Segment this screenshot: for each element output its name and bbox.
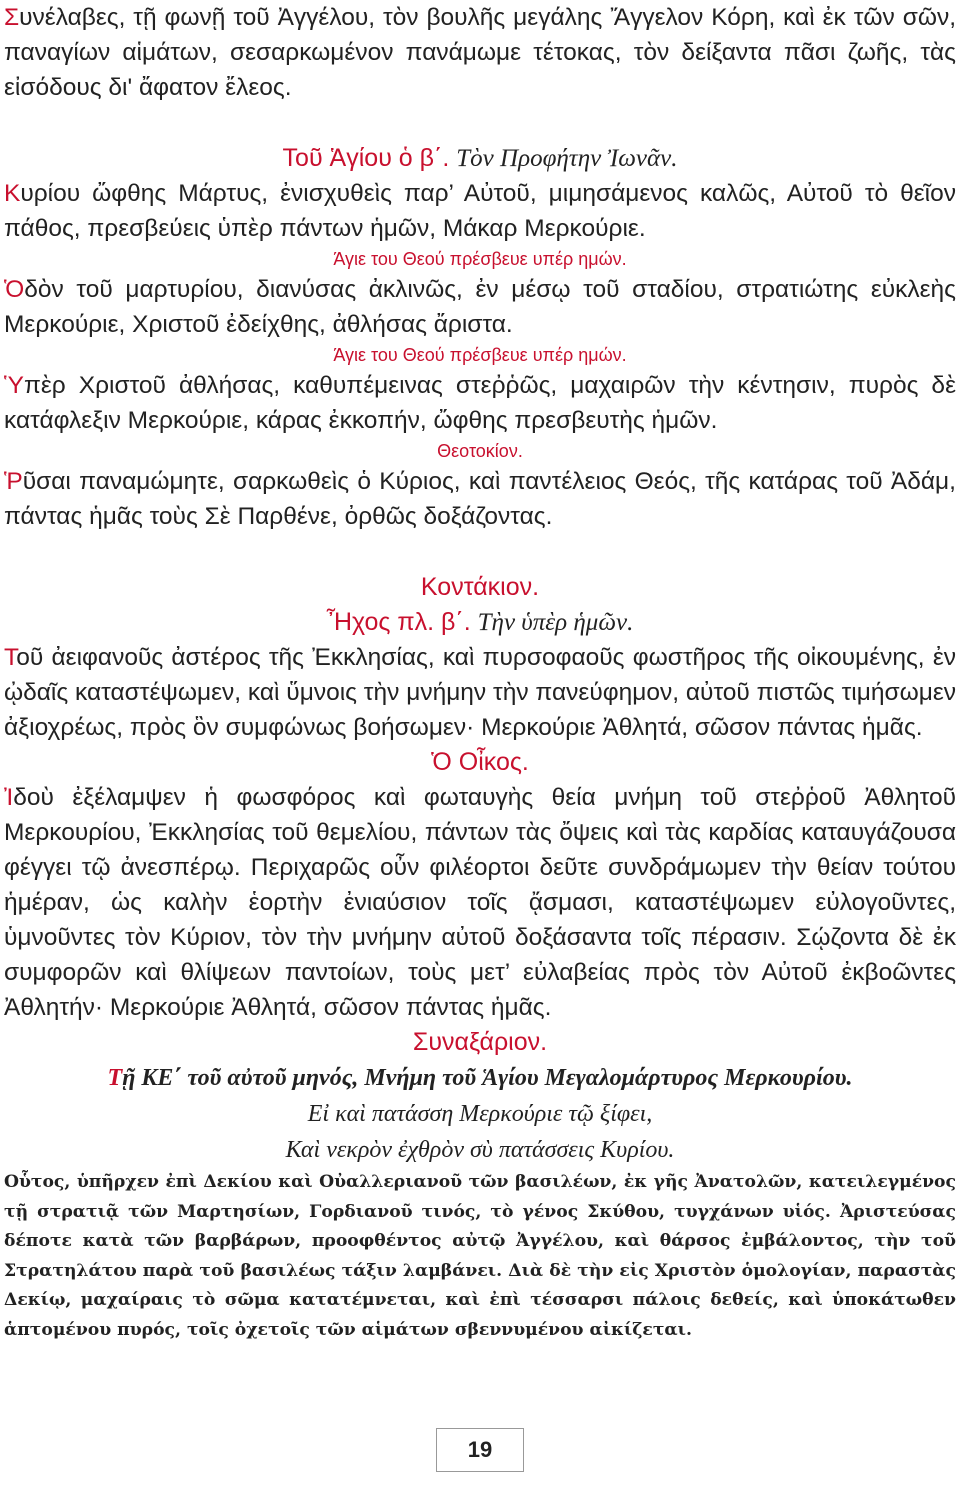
refrain: Άγιε του Θεού πρέσβευε υπέρ ημών. (333, 345, 627, 365)
verse-line-2: Καὶ νεκρὸν ἐχθρὸν σὺ πατάσσεις Κυρίου. (285, 1137, 675, 1163)
tone-label: Ἦχος πλ. β΄. (326, 608, 471, 636)
troparion-2 (4, 272, 956, 342)
kontakion-title: Κοντάκιον. (420, 573, 540, 601)
refrain: Άγιε του Θεού πρέσβευε υπέρ ημών. (333, 249, 627, 269)
drop-letter: Σ (4, 4, 20, 31)
paragraph-text: υρίου ὤφθης Μάρτυς, ἐνισχυθεὶς παρ’ Αὐτοῦ, μιμησάμενος καλῶς, Αὐτοῦ τὸ θεῖον πάθος, πρεσβεύεις ὑπὲρ πάντων ἡμῶν, Μάκαρ Μερκούριε. (4, 180, 956, 242)
theotokion-intro (4, 0, 956, 105)
tone-melody: Τὴν ὑπὲρ ἡμῶν. (477, 609, 634, 636)
ode-heading-melody: Τὸν Προφήτην Ἰωνᾶν. (456, 145, 678, 172)
oikos-text (4, 780, 956, 1025)
drop-letter: Κ (4, 180, 21, 207)
paragraph-text: υνέλαβες, τῇ φωνῇ τοῦ Ἀγγέλου, τὸν βουλῆς μεγάλης Ἄγγελον Κόρη, καὶ ἐκ τῶν σῶν, παναγίων αἱμάτων, σεσαρκωμένον πανάμωμε τέτοκας, τὸν δείξαντα πᾶσι ζωῆς, τὰς εἰσόδους δι' ἄφατον ἔλεος. (4, 4, 956, 101)
synaxarion-date-text: ῇ ΚΕ΄ τοῦ αὐτοῦ μηνός, Μνήμη τοῦ Ἁγίου Μεγαλομάρτυρος Μερκουρίου. (122, 1065, 853, 1091)
synaxarion-title: Συναξάριον. (412, 1028, 548, 1056)
troparion-4 (4, 464, 956, 534)
synaxarion-date (4, 1060, 956, 1096)
theotokion-label: Θεοτοκίον. (437, 441, 523, 461)
kontakion-tone (4, 605, 956, 640)
paragraph-text: πὲρ Χριστοῦ ἀθλήσας, καθυπέμεινας στεῤῥῶς, μαχαιρῶν τὴν κέντησιν, πυρὸς δὲ κατάφλεξιν Μερκούριε, κάρας ἐκκοπήν, ὤφθης πρεσβευτὴς ἡμῶν. (4, 372, 956, 434)
kontakion-text (4, 640, 956, 745)
oikos-title: Ὁ Οἶκος. (431, 748, 529, 776)
ode-heading (4, 141, 956, 176)
verse-line-1: Εἰ καὶ πατάσση Μερκούριε τῷ ξίφει, (307, 1101, 653, 1127)
page-number: 19 (436, 1428, 524, 1472)
paragraph-text: δοὺ ἐξέλαμψεν ἡ φωσφόρος καὶ φωταυγὴς θεία μνήμη τοῦ στεῤῥοῦ Ἀθλητοῦ Μερκουρίου, Ἐκκλησίας τοῦ θεμελίου, πάντων τὰς ὄψεις καὶ τὰς καρδίας καταυγάζουσα φέγγει τῷ ἀνεσπέρῳ. Περιχαρῶς οὖν φιλέορτοι δεῦτε συνδράμωμεν τὴν θείαν τούτου ἡμέραν, ὡς καλὴν ἑορτὴν ἐνιαύσιον τοῖς ᾄσμασι, καταστέψωμεν εὐλογοῦντες, ὑμνοῦντες τὸν Κύριον, τὸν τὴν μνήμην αὐτοῦ δοξάσαντα τοῖς πέρασιν. Σῴζοντα δὲ ἐκ συμφορῶν καὶ θλίψεων παντοίων, τοὺς μετ’ εὐλαβείας πρὸς τὸν Αὐτοῦ ἐκβοῶντες Ἀθλητήν· Μερκούριε Ἀθλητά, σῶσον πάντας ἡμᾶς. (4, 784, 956, 1021)
paragraph-text: οῦ ἀειφανοῦς ἀστέρος τῆς Ἐκκλησίας, καὶ πυρσοφαοῦς φωστῆρος τῆς οἰκουμένης, ἐν ᾠδαῖς καταστέψωμεν, καὶ ὕμνοις τὴν μνήμην τὴν πανεύφημον, αὐτοῦ πιστῶς τιμήσωμεν ἀξιοχρέως, πρὸς ὃν συμφώνως βοήσωμεν· Μερκούριε Ἀθλητά, σῶσον πάντας ἡμᾶς. (4, 644, 956, 741)
troparion-1 (4, 176, 956, 246)
synaxarion-body: Οὗτος, ὑπῆρχεν ἐπὶ Δεκίου καὶ Οὐαλλεριανοῦ τῶν βασιλέων, ἐκ γῆς Ἀνατολῶν, κατειλεγμένος τῇ στρατιᾷ τῶν Μαρτησίων, Γορδιανοῦ τινός, τὸ γένος Σκύθου, τυγχάνων υἱός. Ἀριστεύσας δέποτε κατὰ τῶν βαρβάρων, προοφθέντος αὐτῷ Ἀγγέλου, καὶ θάρσος ἐμβάλοντος, τὴν τοῦ Στρατηλάτου παρὰ τοῦ βασιλέως τάξιν λαμβάνει. Διὰ δὲ τὴν εἰς Χριστὸν ὁμολογίαν, παραστὰς Δεκίῳ, μαχαίραις τὸ σῶμα κατατέμνεται, καὶ ἐπὶ τέσσαρσι πάλοις δεθείς, καὶ ὑποκάτωθεν ἁπτομένου πυρός, τοῖς ὀχετοῖς τῶν αἱμάτων σβεννυμένου αἰκίζεται. (4, 1172, 956, 1340)
troparion-3 (4, 368, 956, 438)
ode-heading-red: Τοῦ Ἁγίου ὁ β΄. (282, 144, 450, 172)
drop-letter: Ἰ (4, 784, 14, 811)
drop-letter: Ὑ (4, 372, 24, 399)
drop-letter: Τ (107, 1065, 123, 1091)
paragraph-text: ῦσαι παναμώμητε, σαρκωθεὶς ὁ Κύριος, καὶ παντέλειος Θεός, τῆς κατάρας τοῦ Ἀδάμ, πάντας ἡμᾶς τοὺς Σὲ Παρθένε, ὀρθῶς δοξάζοντας. (4, 468, 956, 530)
drop-letter: Ὁ (4, 276, 25, 303)
drop-letter: Τ (4, 644, 17, 671)
paragraph-text: δὸν τοῦ μαρτυρίου, διανύσας ἀκλινῶς, ἐν μέσῳ τοῦ σταδίου, στρατιώτης εὐκλεὴς Μερκούριε, Χριστοῦ ἐδείχθης, ἀθλήσας ἄριστα. (4, 276, 956, 338)
drop-letter: Ῥ (4, 468, 23, 495)
